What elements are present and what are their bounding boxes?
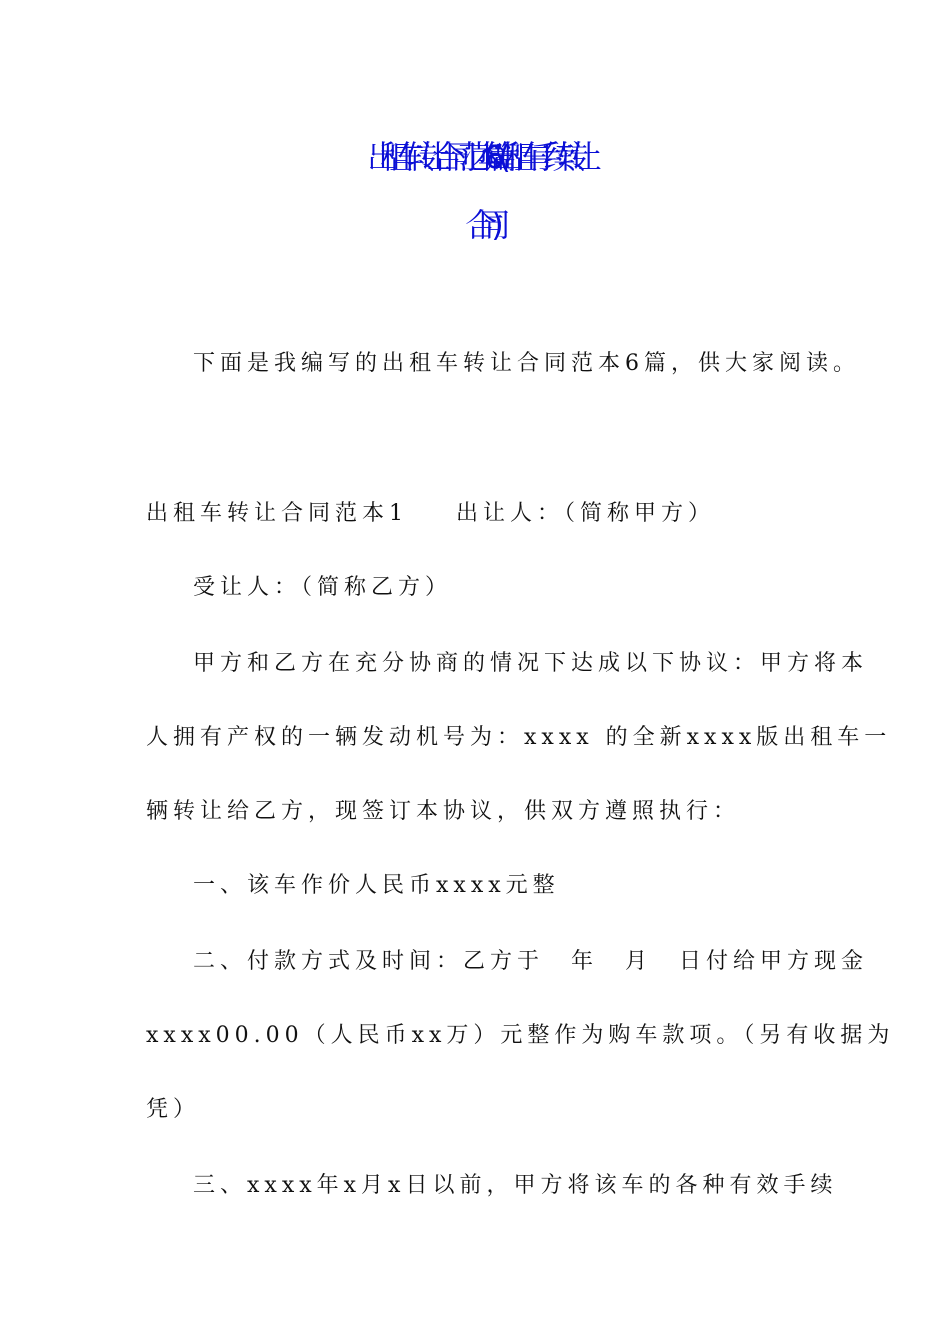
intro-paragraph: 下面是我编写的出租车转让合同范本6篇，供大家阅读。 xyxy=(193,351,860,376)
party-b-label: 受让人：（简称乙方） xyxy=(193,575,453,600)
clause-2-line-3: 凭） xyxy=(146,1097,201,1122)
section-heading: 出租车转让合同范本1 xyxy=(146,501,408,526)
party-a-label: 出让人：（简称甲方） xyxy=(456,501,716,526)
document-title-line-1: 出租车转让合同范本6篇(出租车手续转让 xyxy=(367,138,583,176)
document-title-line-2: 合同) xyxy=(465,206,485,244)
paragraph-1-line-2: 人拥有产权的一辆发动机号为：xxxx 的全新xxxx版出租车一 xyxy=(146,725,892,750)
clause-1: 一、该车作价人民币xxxx元整 xyxy=(193,873,560,898)
paragraph-1-line-1: 甲方和乙方在充分协商的情况下达成以下协议：甲方将本 xyxy=(193,651,869,676)
section-heading-line xyxy=(146,496,715,527)
clause-2-line-1: 二、付款方式及时间：乙方于 年 月 日付给甲方现金 xyxy=(193,949,869,974)
clause-3-line-1: 三、xxxx年x月x日以前，甲方将该车的各种有效手续 xyxy=(193,1173,838,1198)
paragraph-1-line-3: 辆转让给乙方，现签订本协议，供双方遵照执行： xyxy=(146,799,741,824)
clause-2-line-2: xxxx00.00（人民币xx万）元整作为购车款项。（另有收据为 xyxy=(146,1023,895,1048)
